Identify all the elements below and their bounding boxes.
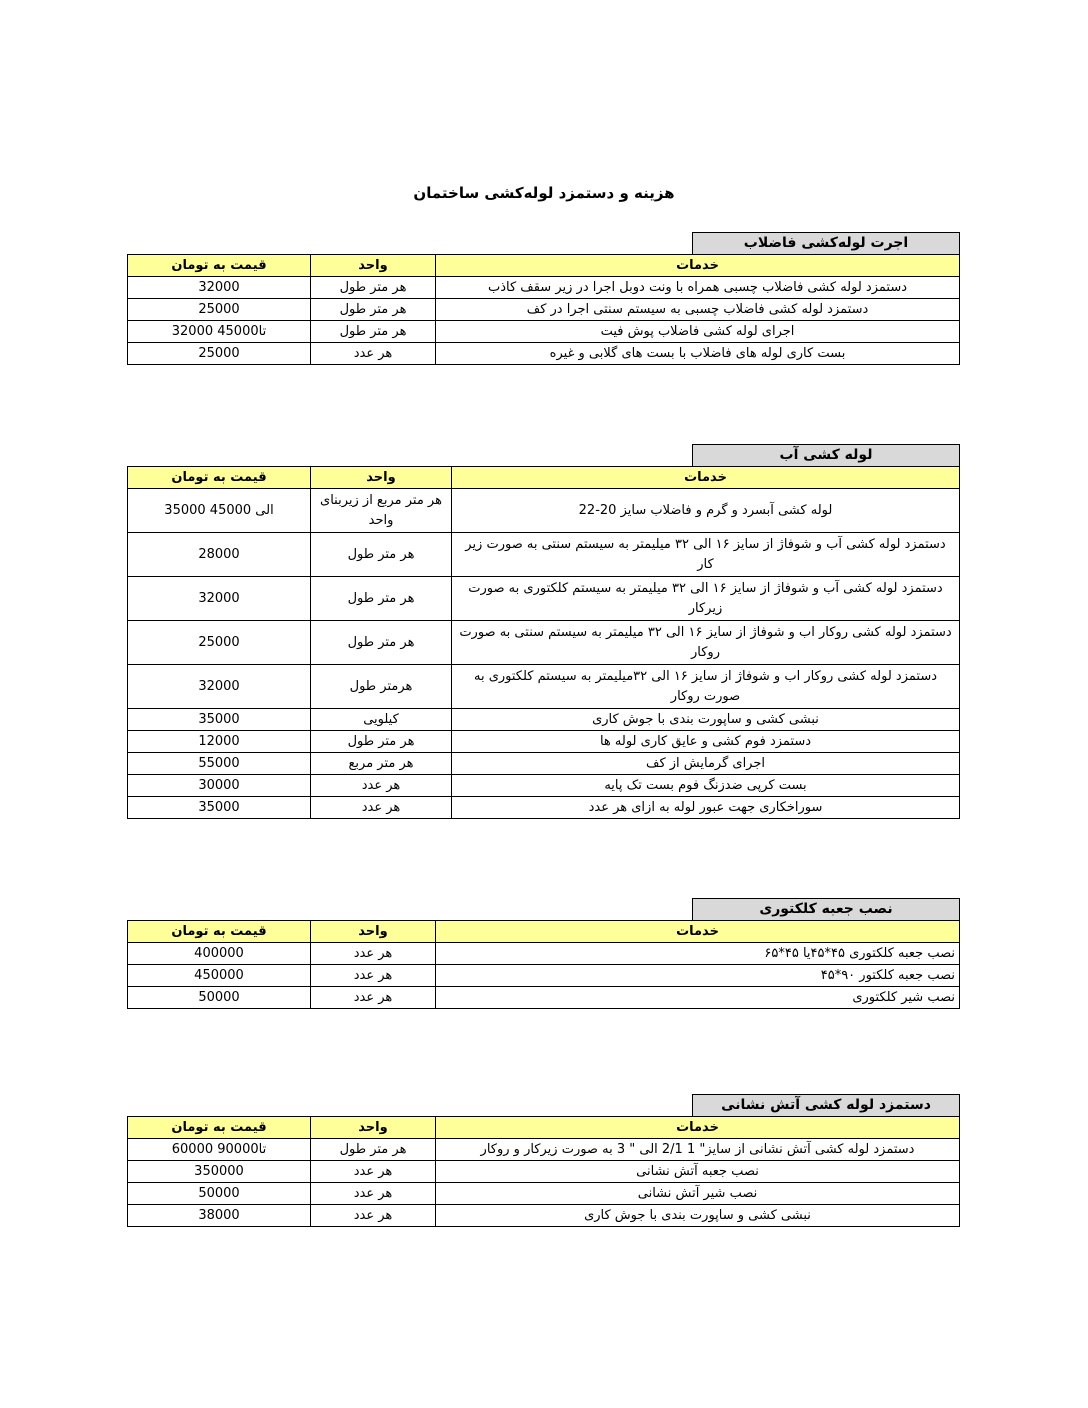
table-row <box>128 709 960 731</box>
price-cell: 400000 <box>128 943 311 965</box>
service-cell: دستمزد لوله کشی فاضلاب چسبی همراه با ونت دوبل اجرا در زیر سقف کاذب <box>436 277 960 299</box>
section-3 <box>128 898 960 1009</box>
table-row <box>128 1139 960 1161</box>
unit-cell: هر متر طول <box>311 533 452 577</box>
section-header: اجرت لوله‌کشی فاضلاب <box>692 232 960 254</box>
price-cell: 25000 <box>128 343 311 365</box>
table-header-row <box>128 921 960 943</box>
service-cell: نبشی کشی و ساپورت بندی با جوش کاری <box>452 709 960 731</box>
unit-cell: هر عدد <box>311 343 436 365</box>
table-row <box>128 1161 960 1183</box>
table-row <box>128 1205 960 1227</box>
price-cell: 12000 <box>128 731 311 753</box>
service-cell: اجرای لوله کشی فاضلاب پوش فیت <box>436 321 960 343</box>
price-cell: 28000 <box>128 533 311 577</box>
table-row <box>128 1183 960 1205</box>
unit-cell: هر متر طول <box>311 277 436 299</box>
price-table <box>127 254 960 365</box>
unit-cell: هر عدد <box>311 1183 436 1205</box>
table-row <box>128 775 960 797</box>
unit-cell: هرمتر طول <box>311 665 452 709</box>
unit-cell: هر عدد <box>311 775 452 797</box>
unit-cell: هر عدد <box>311 987 436 1009</box>
section-4 <box>128 1094 960 1227</box>
price-cell: 25000 <box>128 621 311 665</box>
price-cell: 35000 الی 45000 <box>128 489 311 533</box>
service-cell: بست کرپی ضدزنگ فوم بست تک پایه <box>452 775 960 797</box>
page-title: هزینه و دستمزد لوله‌کشی ساختمان <box>413 184 675 202</box>
unit-cell: هر متر طول <box>311 621 452 665</box>
table-row <box>128 987 960 1009</box>
unit-cell: هر عدد <box>311 1161 436 1183</box>
column-header-unit: واحد <box>311 1117 436 1139</box>
column-header-price: قیمت به تومان <box>128 1117 311 1139</box>
table-row <box>128 277 960 299</box>
column-header-price: قیمت به تومان <box>128 467 311 489</box>
price-cell: 30000 <box>128 775 311 797</box>
service-cell: بست کاری لوله های فاضلاب با بست های گلابی و غیره <box>436 343 960 365</box>
column-header-unit: واحد <box>311 255 436 277</box>
section-1 <box>128 232 960 365</box>
service-cell: دستمزد لوله کشی روکار اب و شوفاژ از سایز ۱۶ الی ۳۲میلیمتر به سیستم کلکتوری به صورت روکار <box>452 665 960 709</box>
price-table <box>127 920 960 1009</box>
table-row <box>128 753 960 775</box>
column-header-unit: واحد <box>311 921 436 943</box>
price-cell: 450000 <box>128 965 311 987</box>
unit-cell: هر عدد <box>311 797 452 819</box>
price-cell: 50000 <box>128 987 311 1009</box>
table-row <box>128 489 960 533</box>
table-row <box>128 343 960 365</box>
column-header-price: قیمت به تومان <box>128 255 311 277</box>
price-cell: 32000 <box>128 577 311 621</box>
service-cell: دستمزد لوله کشی آب و شوفاژ از سایز ۱۶ الی ۳۲ میلیمتر به سیستم کلکتوری به صورت زیرکار <box>452 577 960 621</box>
unit-cell: هر عدد <box>311 965 436 987</box>
service-cell: دستمزد لوله کشی آب و شوفاژ از سایز ۱۶ الی ۳۲ میلیمتر به سیستم سنتی به صورت زیر کار <box>452 533 960 577</box>
section-header: نصب جعبه کلکتوری <box>692 898 960 920</box>
service-cell: لوله کشی آبسرد و گرم و فاضلاب سایز 20-22 <box>452 489 960 533</box>
table-row <box>128 299 960 321</box>
unit-cell: هر متر طول <box>311 299 436 321</box>
unit-cell: هر متر مربع <box>311 753 452 775</box>
price-table <box>127 466 960 819</box>
service-cell: اجرای گرمایش از کف <box>452 753 960 775</box>
table-row <box>128 621 960 665</box>
service-cell: نصب جعبه کلکتور ۹۰*۴۵ <box>436 965 960 987</box>
service-cell: دستمزد لوله کشی آتش نشانی از سایز" 1 2/1 الی " 3 به صورت زیرکار و روکار <box>436 1139 960 1161</box>
table-row <box>128 965 960 987</box>
section-header: دستمزد لوله کشی آتش نشانی <box>692 1094 960 1116</box>
price-cell: 32000 <box>128 277 311 299</box>
table-header-row <box>128 1117 960 1139</box>
service-cell: نصب شیر آتش نشانی <box>436 1183 960 1205</box>
unit-cell: هر متر مربع از زیربنای واحد <box>311 489 452 533</box>
price-cell: 350000 <box>128 1161 311 1183</box>
unit-cell: هر عدد <box>311 943 436 965</box>
service-cell: دستمزد فوم کشی و عایق کاری لوله ها <box>452 731 960 753</box>
table-row <box>128 577 960 621</box>
price-cell: 35000 <box>128 709 311 731</box>
unit-cell: کیلویی <box>311 709 452 731</box>
table-row <box>128 665 960 709</box>
column-header-service: خدمات <box>436 255 960 277</box>
price-cell: 32000 تا45000 <box>128 321 311 343</box>
unit-cell: هر عدد <box>311 1205 436 1227</box>
price-cell: 32000 <box>128 665 311 709</box>
column-header-unit: واحد <box>311 467 452 489</box>
service-cell: دستمزد لوله کشی روکار اب و شوفاژ از سایز ۱۶ الی ۳۲ میلیمتر به سیستم سنتی به صورت روکار <box>452 621 960 665</box>
service-cell: سوراخکاری جهت عبور لوله به ازای هر عدد <box>452 797 960 819</box>
column-header-service: خدمات <box>452 467 960 489</box>
unit-cell: هر متر طول <box>311 577 452 621</box>
column-header-price: قیمت به تومان <box>128 921 311 943</box>
price-table <box>127 1116 960 1227</box>
service-cell: نصب جعبه آتش نشانی <box>436 1161 960 1183</box>
table-row <box>128 533 960 577</box>
table-row <box>128 797 960 819</box>
column-header-service: خدمات <box>436 1117 960 1139</box>
column-header-service: خدمات <box>436 921 960 943</box>
table-row <box>128 321 960 343</box>
price-cell: 35000 <box>128 797 311 819</box>
service-cell: دستمزد لوله کشی فاضلاب چسبی به سیستم سنتی اجرا در کف <box>436 299 960 321</box>
service-cell: نصب شیر کلکتوری <box>436 987 960 1009</box>
price-cell: 25000 <box>128 299 311 321</box>
service-cell: نبشی کشی و ساپورت بندی با جوش کاری <box>436 1205 960 1227</box>
price-cell: 38000 <box>128 1205 311 1227</box>
unit-cell: هر متر طول <box>311 321 436 343</box>
price-cell: 55000 <box>128 753 311 775</box>
table-row <box>128 731 960 753</box>
unit-cell: هر متر طول <box>311 1139 436 1161</box>
table-row <box>128 943 960 965</box>
price-cell: 50000 <box>128 1183 311 1205</box>
table-header-row <box>128 467 960 489</box>
service-cell: نصب جعبه کلکتوری ۴۵*۴۵یا ۴۵*۶۵ <box>436 943 960 965</box>
section-2 <box>128 444 960 819</box>
price-cell: 60000 تا90000 <box>128 1139 311 1161</box>
section-header: لوله کشی آب <box>692 444 960 466</box>
unit-cell: هر متر طول <box>311 731 452 753</box>
table-header-row <box>128 255 960 277</box>
